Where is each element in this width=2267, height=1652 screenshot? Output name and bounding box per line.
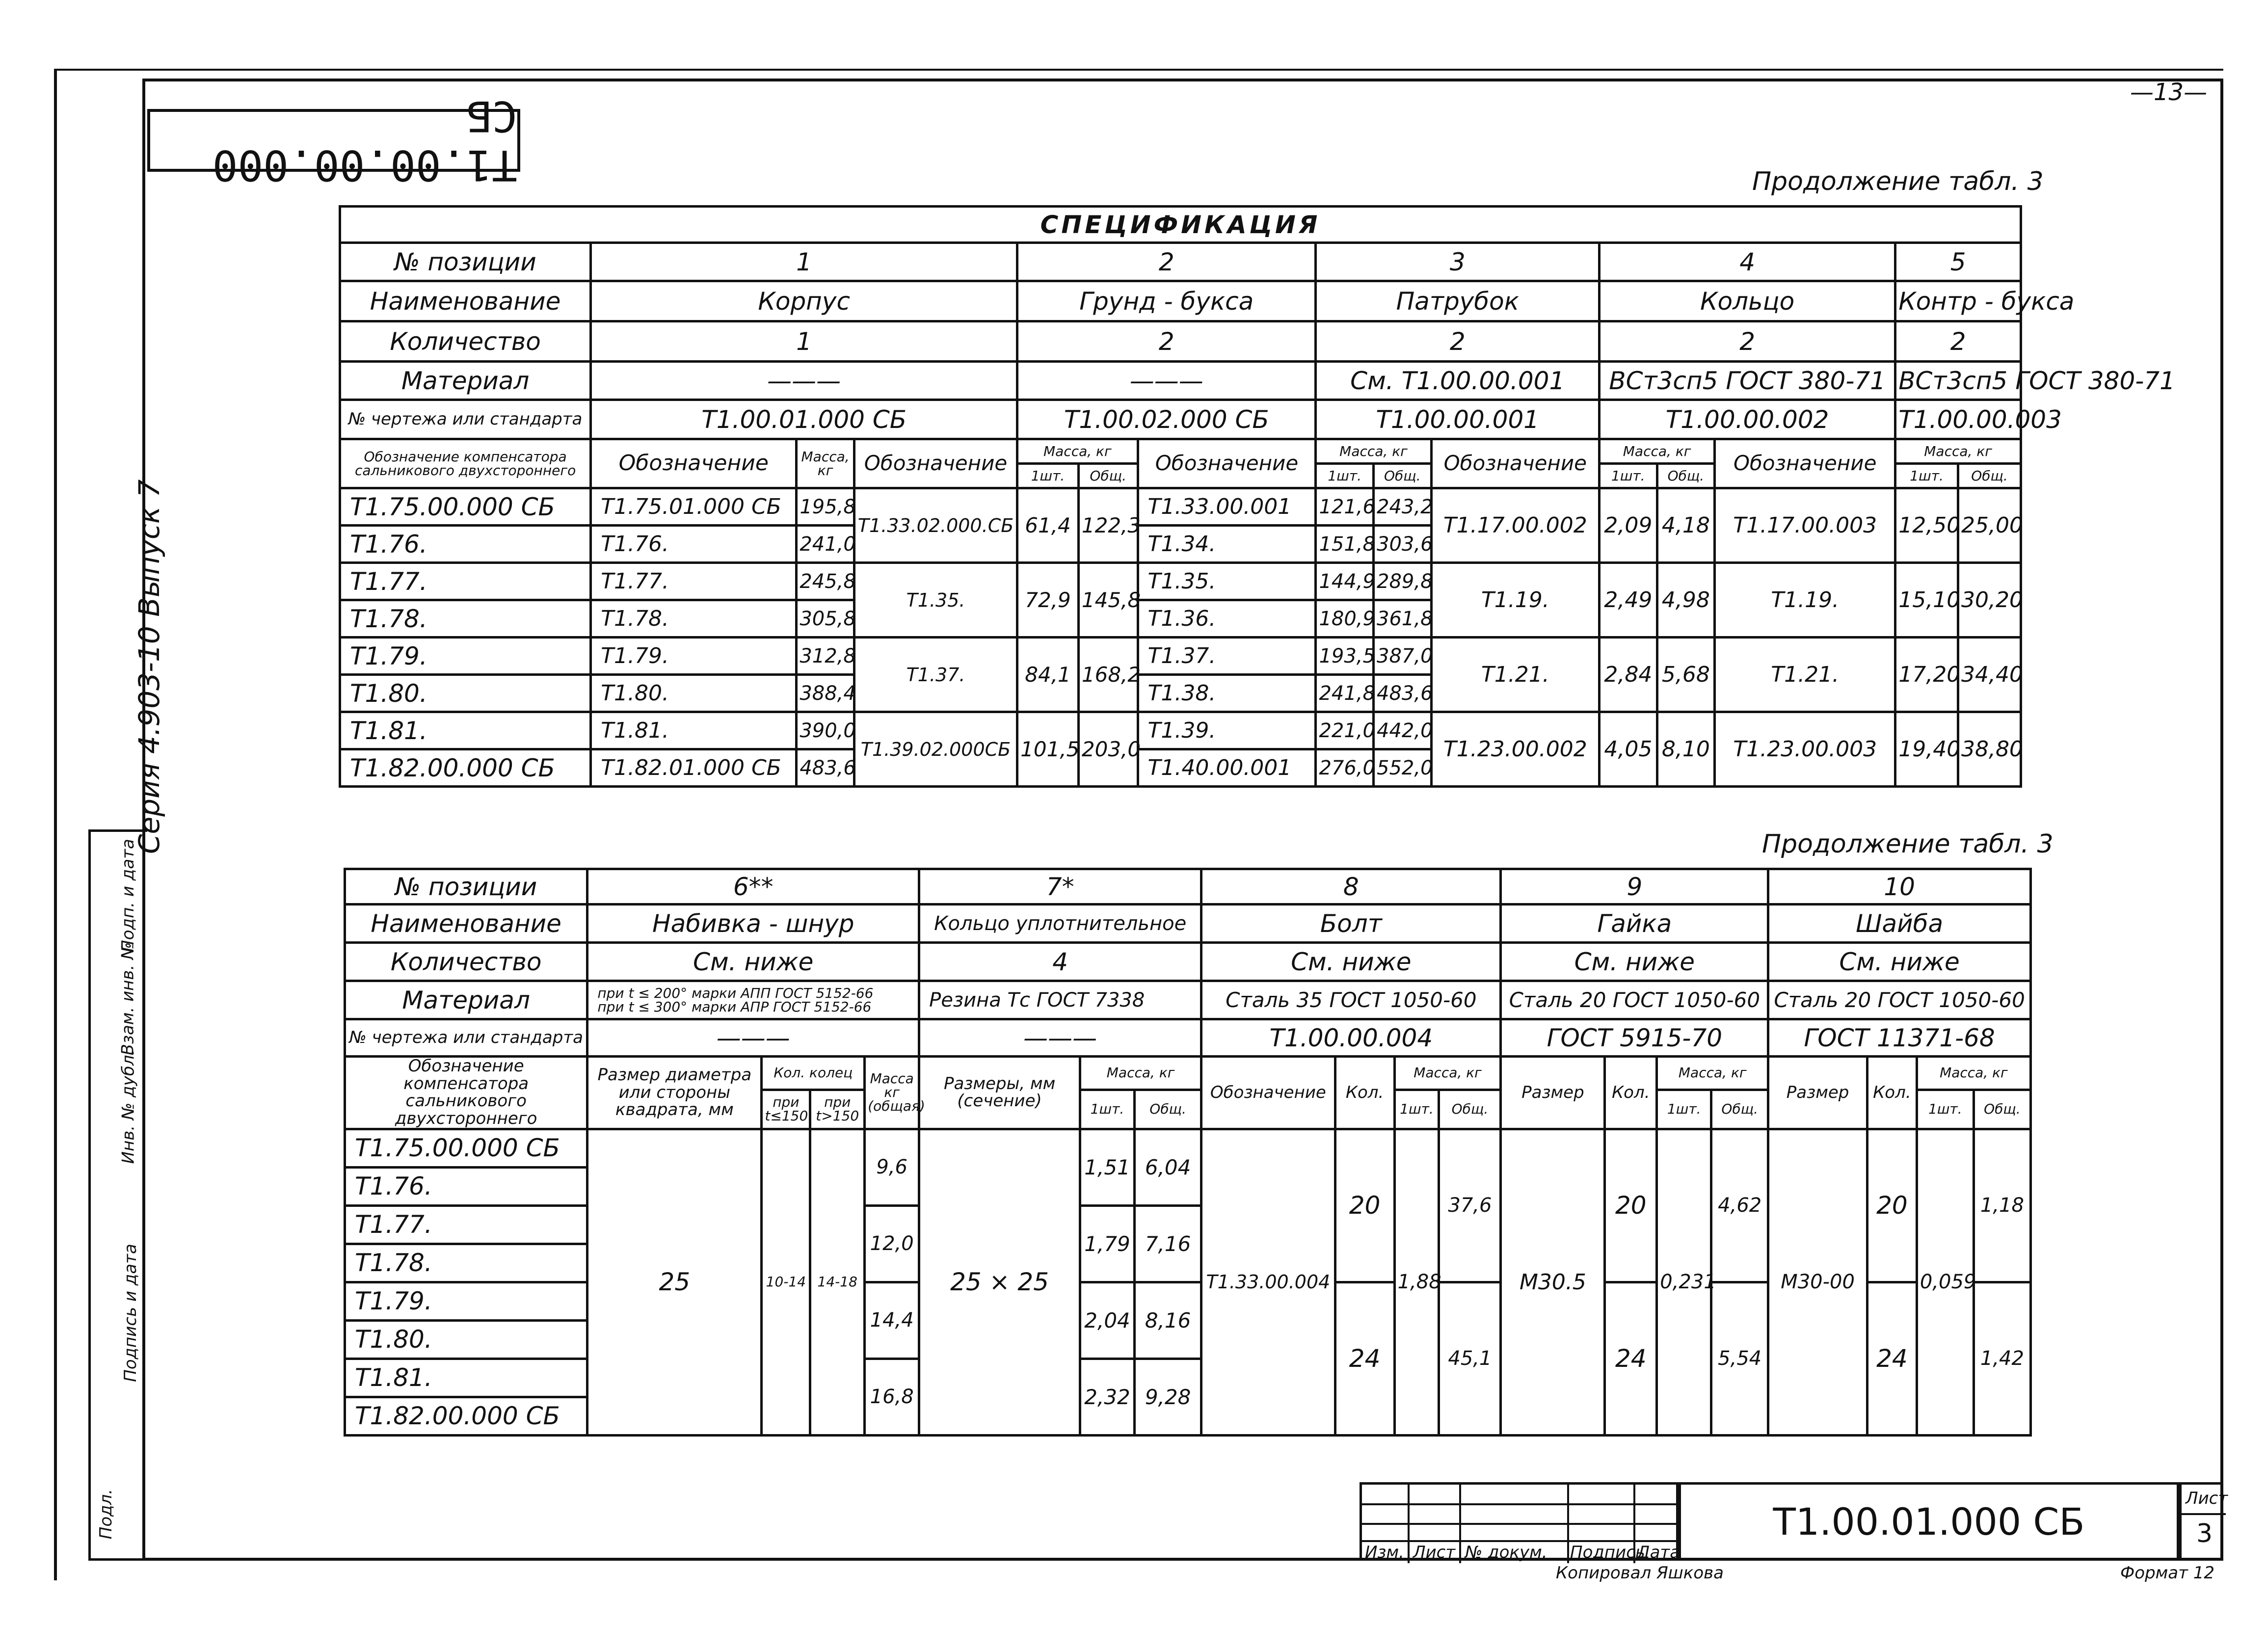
specification-table-2 xyxy=(344,868,2032,1437)
pipe-designation: Т1.36. xyxy=(1138,600,1316,638)
counter-gland-designation: Т1.19. xyxy=(1715,563,1895,638)
col-header-total: Общ. xyxy=(1439,1090,1501,1129)
name-cell: Кольцо уплотнительное xyxy=(919,905,1201,943)
col-header-total: Общ. xyxy=(1374,464,1432,488)
col-header-designation: Обозначение xyxy=(1201,1057,1335,1129)
table1-continuation-label: Продолжение табл. 3 xyxy=(1752,167,2044,196)
row-label-designation: Обозначение компенсатора сальникового двухстороннего xyxy=(340,439,591,488)
col-header-t150b: при t>150 xyxy=(810,1090,865,1129)
format-label: Формат 12 xyxy=(2120,1563,2215,1583)
row-label-material: Материал xyxy=(340,362,591,400)
position-cell: 4 xyxy=(1600,243,1895,281)
col-header-mass-total-packing: Масса кг (общая) xyxy=(865,1057,919,1129)
packing-mass: 16,8 xyxy=(865,1359,919,1435)
counter-gland-designation: Т1.17.00.003 xyxy=(1715,488,1895,563)
col-header-qty: Кол. xyxy=(1867,1057,1917,1129)
position-cell: 10 xyxy=(1768,869,2031,905)
row-label-quantity: Количество xyxy=(340,321,591,362)
compensator-designation: Т1.76. xyxy=(340,526,591,563)
drawing-cell: Т1.00.00.001 xyxy=(1316,400,1600,439)
housing-mass: 312,8 xyxy=(797,638,854,675)
name-cell: Гайка xyxy=(1501,905,1768,943)
housing-designation: Т1.76. xyxy=(591,526,797,563)
housing-designation: Т1.82.01.000 СБ xyxy=(591,749,797,787)
col-header-per-piece: 1шт. xyxy=(1316,464,1374,488)
position-cell: 1 xyxy=(591,243,1017,281)
col-header-qty: Кол. xyxy=(1335,1057,1394,1129)
pipe-designation: Т1.39. xyxy=(1138,712,1316,749)
col-header-total: Общ. xyxy=(1078,464,1138,488)
col-header-total: Общ. xyxy=(1711,1090,1768,1129)
col-header-size: Размер xyxy=(1768,1057,1867,1129)
col-header-per-piece: 1шт. xyxy=(1600,464,1657,488)
drawing-cell: ——— xyxy=(919,1019,1201,1057)
counter-gland-mass-piece: 12,50 xyxy=(1895,488,1958,563)
housing-designation: Т1.78. xyxy=(591,600,797,638)
tb-header: № докум. xyxy=(1465,1543,1547,1562)
col-header-mass-kg: Масса, кг xyxy=(1895,439,2021,464)
pipe-mass-total: 303,6 xyxy=(1374,526,1432,563)
col-header-per-piece: 1шт. xyxy=(1080,1090,1135,1129)
col-header-qty: Кол. xyxy=(1605,1057,1657,1129)
pipe-mass-total: 361,8 xyxy=(1374,600,1432,638)
housing-designation: Т1.77. xyxy=(591,563,797,600)
compensator-designation: Т1.79. xyxy=(340,638,591,675)
row-label-position: № позиции xyxy=(340,243,591,281)
series-label: Серия 4.903-10 Выпуск 7 xyxy=(133,479,166,854)
name-cell: Набивка - шнур xyxy=(587,905,919,943)
compensator-designation: Т1.75.00.000 СБ xyxy=(340,488,591,526)
compensator-designation: Т1.82.00.000 СБ xyxy=(345,1397,587,1435)
counter-gland-mass-piece: 17,20 xyxy=(1895,638,1958,712)
bolt-qty: 24 xyxy=(1335,1282,1394,1435)
col-header-size: Размер xyxy=(1501,1057,1605,1129)
counter-gland-mass-total: 25,00 xyxy=(1958,488,2021,563)
quantity-cell: 2 xyxy=(1316,321,1600,362)
revision-grid xyxy=(1360,1482,1679,1561)
pipe-mass-piece: 193,5 xyxy=(1316,638,1374,675)
row-label-name: Наименование xyxy=(345,905,587,943)
col-header-per-piece: 1шт. xyxy=(1917,1090,1974,1129)
col-header-mass-kg: Масса, кг xyxy=(1917,1057,2030,1090)
ring-mass-piece: 2,09 xyxy=(1600,488,1657,563)
counter-gland-mass-piece: 15,10 xyxy=(1895,563,1958,638)
gland-designation: Т1.35. xyxy=(854,563,1017,638)
pipe-designation: Т1.37. xyxy=(1138,638,1316,675)
material-line: при t ≤ 300° марки АПР ГОСТ 5152-66 xyxy=(597,998,872,1015)
quantity-cell: 2 xyxy=(1017,321,1316,362)
gland-designation: Т1.33.02.000.СБ xyxy=(854,488,1017,563)
seal-ring-mass-total: 6,04 xyxy=(1134,1129,1201,1205)
side-label-bottom: Подл. xyxy=(96,1489,116,1540)
counter-gland-mass-total: 34,40 xyxy=(1958,638,2021,712)
packing-rings-low: 10-14 xyxy=(762,1129,810,1435)
seal-ring-mass-piece: 2,32 xyxy=(1080,1359,1135,1435)
ring-designation: Т1.19. xyxy=(1431,563,1599,638)
col-header-per-piece: 1шт. xyxy=(1017,464,1079,488)
packing-mass: 9,6 xyxy=(865,1129,919,1205)
housing-mass: 483,6 xyxy=(797,749,854,787)
material-cell: Сталь 35 ГОСТ 1050-60 xyxy=(1201,981,1501,1019)
bolt-qty: 20 xyxy=(1335,1129,1394,1282)
bolt-mass-total: 45,1 xyxy=(1439,1282,1501,1435)
bolt-mass-total: 37,6 xyxy=(1439,1129,1501,1282)
housing-designation: Т1.81. xyxy=(591,712,797,749)
side-label: Подп. и дата xyxy=(118,839,138,953)
counter-gland-designation: Т1.21. xyxy=(1715,638,1895,712)
gland-mass-total: 122,3 xyxy=(1078,488,1138,563)
side-label: Взам. инв. № xyxy=(118,942,138,1056)
nut-mass-total: 5,54 xyxy=(1711,1282,1768,1435)
document-code-stamp: Т1.00.00.000 СБ xyxy=(147,109,520,172)
counter-gland-mass-piece: 19,40 xyxy=(1895,712,1958,787)
quantity-cell: См. ниже xyxy=(587,943,919,981)
outer-border-left xyxy=(54,69,57,1580)
seal-ring-mass-piece: 2,04 xyxy=(1080,1282,1135,1359)
title-block xyxy=(1360,1482,2228,1583)
col-header-rings: Кол. колец xyxy=(762,1057,865,1090)
housing-mass: 390,0 xyxy=(797,712,854,749)
housing-mass: 305,8 xyxy=(797,600,854,638)
material-cell: Сталь 20 ГОСТ 1050-60 xyxy=(1501,981,1768,1019)
nut-qty: 24 xyxy=(1605,1282,1657,1435)
material-cell: ВСт3сп5 ГОСТ 380-71 xyxy=(1600,362,1895,400)
packing-mass: 14,4 xyxy=(865,1282,919,1359)
col-header-per-piece: 1шт. xyxy=(1895,464,1958,488)
table2-continuation-label: Продолжение табл. 3 xyxy=(1762,829,2054,859)
drawing-cell: Т1.00.01.000 СБ xyxy=(591,400,1017,439)
drawing-cell: ГОСТ 11371-68 xyxy=(1768,1019,2031,1057)
material-line: при t ≤ 200° марки АПП ГОСТ 5152-66 xyxy=(597,985,874,1001)
col-header-mass-kg: Масса, кг xyxy=(1017,439,1138,464)
seal-ring-mass-total: 7,16 xyxy=(1134,1205,1201,1282)
material-cell-packing xyxy=(587,981,919,1019)
housing-designation: Т1.80. xyxy=(591,675,797,712)
counter-gland-mass-total: 38,80 xyxy=(1958,712,2021,787)
pipe-mass-piece: 221,0 xyxy=(1316,712,1374,749)
ring-mass-total: 8,10 xyxy=(1657,712,1715,787)
counter-gland-mass-total: 30,20 xyxy=(1958,563,2021,638)
pipe-designation: Т1.33.00.001 xyxy=(1138,488,1316,526)
col-header-mass-kg: Масса, кг xyxy=(1394,1057,1501,1090)
compensator-designation: Т1.80. xyxy=(340,675,591,712)
pipe-mass-piece: 144,9 xyxy=(1316,563,1374,600)
pipe-designation: Т1.40.00.001 xyxy=(1138,749,1316,787)
pipe-mass-piece: 121,6 xyxy=(1316,488,1374,526)
col-header-size-packing: Размер диаметра или стороны квадрата, мм xyxy=(587,1057,762,1129)
col-header-total: Общ. xyxy=(1134,1090,1201,1129)
drawing-cell: ГОСТ 5915-70 xyxy=(1501,1019,1768,1057)
drawing-cell: Т1.00.00.003 xyxy=(1895,400,2021,439)
row-label-material: Материал xyxy=(345,981,587,1019)
material-cell: См. Т1.00.00.001 xyxy=(1316,362,1600,400)
name-cell: Контр - букса xyxy=(1895,281,2021,321)
sheet-box xyxy=(2179,1482,2228,1561)
side-label: Инв. № дубл. xyxy=(118,1049,138,1164)
sheet-label: Лист xyxy=(2186,1489,2228,1508)
bolt-designation: Т1.33.00.004 xyxy=(1201,1129,1335,1435)
ring-mass-total: 4,18 xyxy=(1657,488,1715,563)
position-cell: 9 xyxy=(1501,869,1768,905)
col-header-mass xyxy=(797,439,854,488)
col-header-total: Общ. xyxy=(1657,464,1715,488)
ring-designation: Т1.21. xyxy=(1431,638,1599,712)
col-header-designation: Обозначение xyxy=(1431,439,1599,488)
gland-mass-total: 203,0 xyxy=(1078,712,1138,787)
packing-size: 25 xyxy=(587,1129,762,1435)
tb-header: Лист xyxy=(1413,1543,1456,1562)
row-label-name: Наименование xyxy=(340,281,591,321)
compensator-designation: Т1.77. xyxy=(340,563,591,600)
seal-ring-mass-total: 9,28 xyxy=(1134,1359,1201,1435)
washer-mass-total: 1,18 xyxy=(1974,1129,2030,1282)
document-code: Т1.00.01.000 СБ xyxy=(1679,1482,2179,1561)
housing-designation: Т1.79. xyxy=(591,638,797,675)
quantity-cell: 4 xyxy=(919,943,1201,981)
seal-ring-mass-total: 8,16 xyxy=(1134,1282,1201,1359)
quantity-cell: См. ниже xyxy=(1501,943,1768,981)
outer-border-top xyxy=(54,69,2223,71)
name-cell: Грунд - букса xyxy=(1017,281,1316,321)
sheet-number: 3 xyxy=(2196,1519,2213,1548)
compensator-designation: Т1.80. xyxy=(345,1320,587,1359)
row-label-quantity: Количество xyxy=(345,943,587,981)
tb-header: Дата xyxy=(1637,1543,1680,1562)
tb-header: Подпись xyxy=(1570,1543,1645,1562)
ring-mass-piece: 2,84 xyxy=(1600,638,1657,712)
col-header-mass-kg: Масса, кг xyxy=(1600,439,1715,464)
gland-mass-piece: 61,4 xyxy=(1017,488,1079,563)
col-header-designation: Обозначение xyxy=(854,439,1017,488)
material-cell: ——— xyxy=(1017,362,1316,400)
pipe-mass-piece: 180,9 xyxy=(1316,600,1374,638)
pipe-mass-total: 483,6 xyxy=(1374,675,1432,712)
material-cell: ВСт3сп5 ГОСТ 380-71 xyxy=(1895,362,2021,400)
col-header-mass-kg: Масса, кг xyxy=(1080,1057,1201,1090)
col-header-total: Общ. xyxy=(1958,464,2021,488)
compensator-designation: Т1.82.00.000 СБ xyxy=(340,749,591,787)
compensator-designation: Т1.78. xyxy=(340,600,591,638)
position-cell: 2 xyxy=(1017,243,1316,281)
housing-mass: 241,0 xyxy=(797,526,854,563)
quantity-cell: 2 xyxy=(1600,321,1895,362)
packing-mass: 12,0 xyxy=(865,1205,919,1282)
material-cell: Сталь 20 ГОСТ 1050-60 xyxy=(1768,981,2031,1019)
material-cell: Резина Тс ГОСТ 7338 xyxy=(919,981,1201,1019)
quantity-cell: 2 xyxy=(1895,321,2021,362)
name-cell: Кольцо xyxy=(1600,281,1895,321)
compensator-designation: Т1.79. xyxy=(345,1282,587,1320)
nut-mass-total: 4,62 xyxy=(1711,1129,1768,1282)
seal-ring-mass-piece: 1,51 xyxy=(1080,1129,1135,1205)
ring-mass-total: 4,98 xyxy=(1657,563,1715,638)
gland-mass-piece: 101,5 xyxy=(1017,712,1079,787)
washer-qty: 24 xyxy=(1867,1282,1917,1435)
washer-mass-total: 1,42 xyxy=(1974,1282,2030,1435)
nut-qty: 20 xyxy=(1605,1129,1657,1282)
pipe-designation: Т1.34. xyxy=(1138,526,1316,563)
drawing-cell: Т1.00.00.002 xyxy=(1600,400,1895,439)
seal-ring-size: 25 × 25 xyxy=(919,1129,1080,1435)
row-label-position: № позиции xyxy=(345,869,587,905)
col-header-per-piece: 1шт. xyxy=(1657,1090,1711,1129)
material-cell: ——— xyxy=(591,362,1017,400)
col-header-designation: Обозначение xyxy=(1138,439,1316,488)
pipe-mass-total: 442,0 xyxy=(1374,712,1432,749)
mass-word: Масса, xyxy=(801,448,850,465)
pipe-mass-total: 387,0 xyxy=(1374,638,1432,675)
copied-by: Копировал Яшкова xyxy=(1556,1563,1724,1583)
col-header-designation: Обозначение xyxy=(1715,439,1895,488)
ring-designation: Т1.17.00.002 xyxy=(1431,488,1599,563)
pipe-mass-total: 552,0 xyxy=(1374,749,1432,787)
col-header-mass-kg: Масса, кг xyxy=(1316,439,1431,464)
drawing-cell: Т1.00.02.000 СБ xyxy=(1017,400,1316,439)
ring-mass-total: 5,68 xyxy=(1657,638,1715,712)
compensator-designation: Т1.78. xyxy=(345,1244,587,1282)
gland-mass-total: 168,2 xyxy=(1078,638,1138,712)
gland-designation: Т1.37. xyxy=(854,638,1017,712)
name-cell: Корпус xyxy=(591,281,1017,321)
compensator-designation: Т1.77. xyxy=(345,1205,587,1244)
gland-mass-total: 145,8 xyxy=(1078,563,1138,638)
quantity-cell: 1 xyxy=(591,321,1017,362)
compensator-designation: Т1.81. xyxy=(340,712,591,749)
row-label-drawing: № чертежа или стандарта xyxy=(345,1019,587,1057)
position-cell: 6** xyxy=(587,869,919,905)
counter-gland-designation: Т1.23.00.003 xyxy=(1715,712,1895,787)
col-header-t150: при t≤150 xyxy=(762,1090,810,1129)
bolt-mass-piece: 1,88 xyxy=(1394,1129,1439,1435)
seal-ring-mass-piece: 1,79 xyxy=(1080,1205,1135,1282)
pipe-mass-piece: 276,0 xyxy=(1316,749,1374,787)
row-label-drawing: № чертежа или стандарта xyxy=(340,400,591,439)
gland-mass-piece: 84,1 xyxy=(1017,638,1079,712)
pipe-mass-total: 243,2 xyxy=(1374,488,1432,526)
specification-table-1 xyxy=(339,205,2175,788)
table-title: СПЕЦИФИКАЦИЯ xyxy=(340,207,2021,243)
gland-mass-piece: 72,9 xyxy=(1017,563,1079,638)
kg-word: кг xyxy=(817,462,833,479)
pipe-mass-piece: 151,8 xyxy=(1316,526,1374,563)
drawing-cell: ——— xyxy=(587,1019,919,1057)
col-header-size-ring: Размеры, мм (сечение) xyxy=(919,1057,1080,1129)
position-cell: 5 xyxy=(1895,243,2021,281)
housing-mass: 245,8 xyxy=(797,563,854,600)
compensator-designation: Т1.76. xyxy=(345,1167,587,1205)
nut-size: М30.5 xyxy=(1501,1129,1605,1435)
pipe-designation: Т1.35. xyxy=(1138,563,1316,600)
pipe-mass-total: 289,8 xyxy=(1374,563,1432,600)
quantity-cell: См. ниже xyxy=(1201,943,1501,981)
compensator-designation: Т1.81. xyxy=(345,1359,587,1397)
housing-mass: 195,8 xyxy=(797,488,854,526)
name-cell: Болт xyxy=(1201,905,1501,943)
packing-rings-high: 14-18 xyxy=(810,1129,865,1435)
side-signature-strip xyxy=(88,829,147,1561)
ring-mass-piece: 4,05 xyxy=(1600,712,1657,787)
tb-header: Изм. xyxy=(1365,1543,1404,1562)
housing-designation: Т1.75.01.000 СБ xyxy=(591,488,797,526)
name-cell: Шайба xyxy=(1768,905,2031,943)
gland-designation: Т1.39.02.000СБ xyxy=(854,712,1017,787)
compensator-designation: Т1.75.00.000 СБ xyxy=(345,1129,587,1167)
washer-mass-piece: 0,059 xyxy=(1917,1129,1974,1435)
col-header-total: Общ. xyxy=(1974,1090,2030,1129)
page-number: —13— xyxy=(2130,79,2208,106)
pipe-designation: Т1.38. xyxy=(1138,675,1316,712)
nut-mass-piece: 0,231 xyxy=(1657,1129,1711,1435)
ring-mass-piece: 2,49 xyxy=(1600,563,1657,638)
ring-designation: Т1.23.00.002 xyxy=(1431,712,1599,787)
drawing-cell: Т1.00.00.004 xyxy=(1201,1019,1501,1057)
washer-size: М30-00 xyxy=(1768,1129,1867,1435)
row-label-designation: Обозначение компенсатора сальникового двухстороннего xyxy=(345,1057,587,1129)
name-cell: Патрубок xyxy=(1316,281,1600,321)
quantity-cell: См. ниже xyxy=(1768,943,2031,981)
pipe-mass-piece: 241,8 xyxy=(1316,675,1374,712)
position-cell: 3 xyxy=(1316,243,1600,281)
position-cell: 7* xyxy=(919,869,1201,905)
position-cell: 8 xyxy=(1201,869,1501,905)
col-header-mass-kg: Масса, кг xyxy=(1657,1057,1768,1090)
side-label: Подпись и дата xyxy=(120,1244,140,1382)
col-header-per-piece: 1шт. xyxy=(1394,1090,1439,1129)
housing-mass: 388,4 xyxy=(797,675,854,712)
washer-qty: 20 xyxy=(1867,1129,1917,1282)
col-header-designation: Обозначение xyxy=(591,439,797,488)
